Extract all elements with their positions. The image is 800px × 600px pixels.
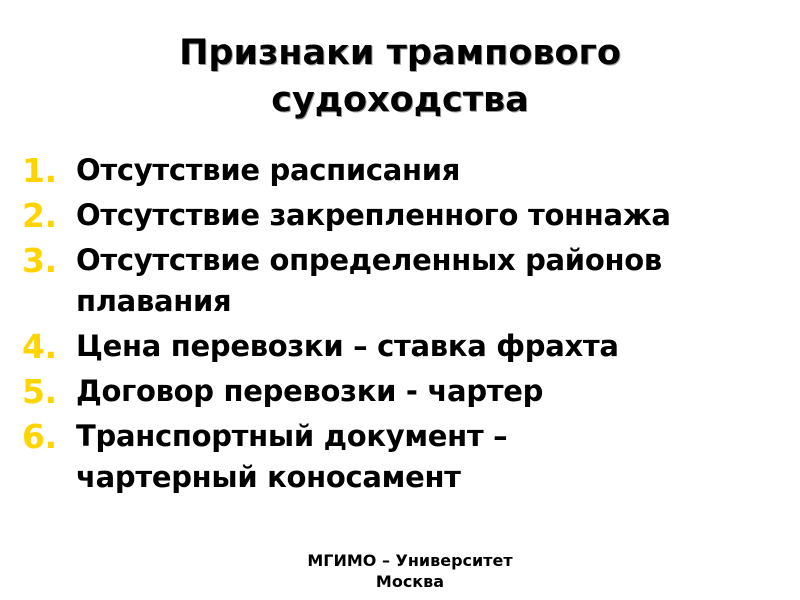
list-text: Отсутствие расписания — [76, 153, 461, 187]
list-text-continued: плавания — [76, 284, 232, 318]
list-item — [22, 240, 782, 322]
slide-title — [0, 30, 800, 124]
list-text: Договор перевозки - чартер — [76, 374, 544, 408]
list-text: Транспортный документ – — [76, 419, 508, 453]
slide-title-line-2: судоходства — [271, 80, 529, 120]
list-number: 2. — [22, 196, 57, 235]
list-item — [22, 371, 782, 412]
list-text: Цена перевозки – ставка фрахта — [76, 329, 619, 363]
footer-institution: МГИМО – Университет — [307, 551, 513, 570]
list-item — [22, 195, 782, 236]
list-item — [22, 416, 782, 498]
footer-city: Москва — [375, 572, 445, 591]
slide-footer — [0, 550, 800, 592]
list-item — [22, 326, 782, 367]
slide-title-line-1: Признаки трампового — [179, 33, 621, 73]
list-text: Отсутствие определенных районов — [76, 243, 662, 277]
list-number: 4. — [22, 327, 57, 366]
list-number: 3. — [22, 241, 57, 280]
list-number: 1. — [22, 151, 57, 190]
list-number: 5. — [22, 372, 57, 411]
list-number: 6. — [22, 417, 57, 456]
list-item — [22, 150, 782, 191]
list-text-continued: чартерный коносамент — [76, 460, 461, 494]
features-list — [22, 150, 782, 502]
list-text: Отсутствие закрепленного тоннажа — [76, 198, 671, 232]
